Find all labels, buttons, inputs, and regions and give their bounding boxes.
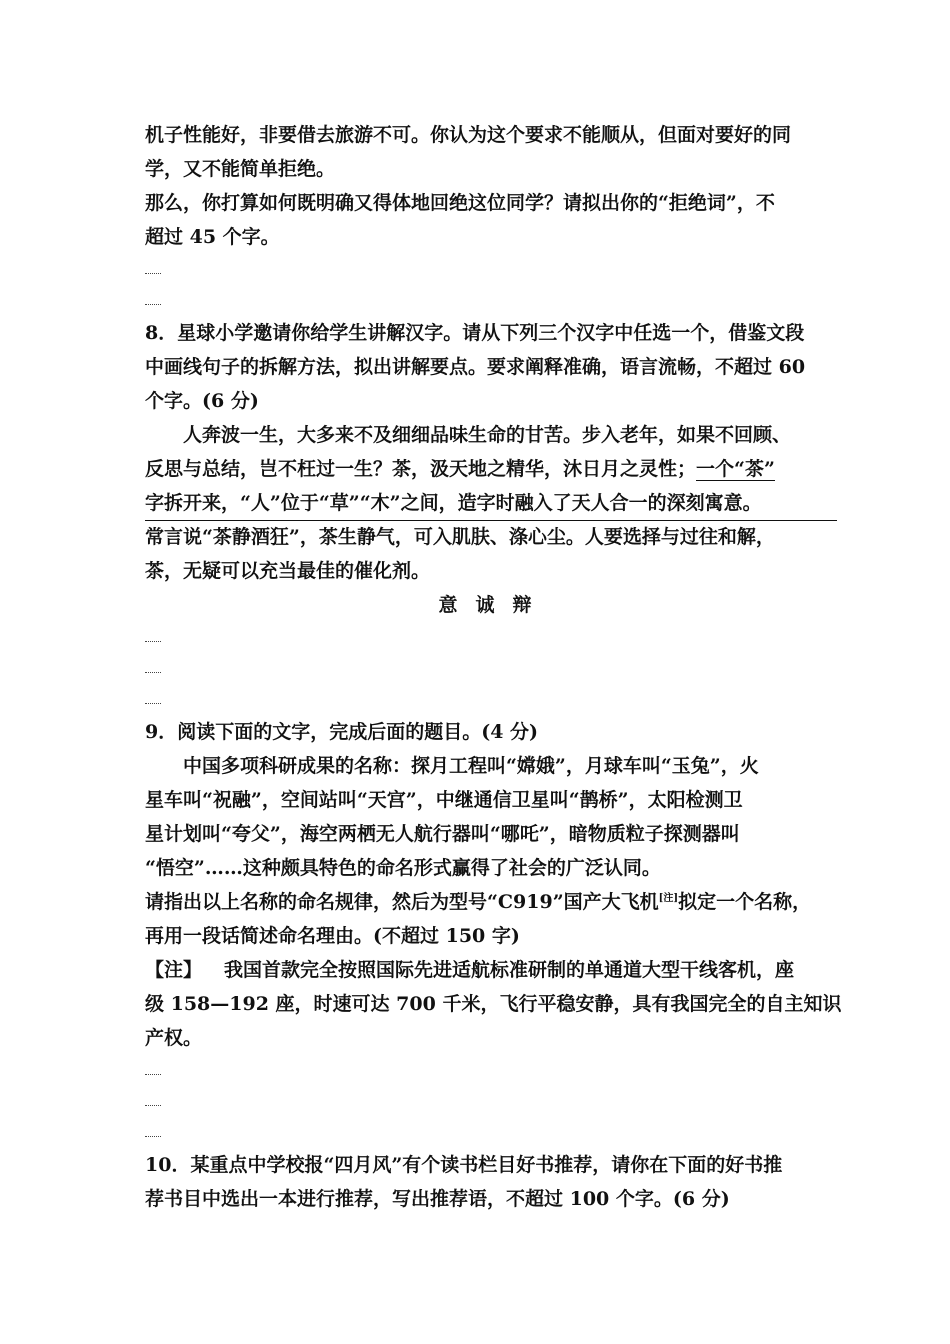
- character-options: 意诚辩: [438, 594, 550, 616]
- text-line: 荐书目中选出一本进行推荐，写出推荐语，不超过 100 个字。(6 分): [145, 1188, 730, 1210]
- note-text: 我国首款完全按照国际先进适航标准研制的单通道大型干线客机，座: [224, 959, 795, 981]
- note-line: 级 158—192 座，时速可达 700 千米，飞行平稳安静，具有我国完全的自主知识: [145, 993, 842, 1015]
- answer-line: [145, 1055, 825, 1086]
- question-9: 9．阅读下面的文字，完成后面的题目。(4 分): [145, 721, 539, 743]
- answer-line: [145, 1117, 825, 1148]
- passage-text: 反思与总结，岂不枉过一生？茶，汲天地之精华，沐日月之灵性；: [145, 458, 697, 480]
- passage-line: 星车叫“祝融”，空间站叫“天宫”，中继通信卫星叫“鹊桥”，太阳检测卫: [145, 789, 743, 811]
- answer-line: [145, 254, 825, 285]
- answer-line: [145, 653, 825, 684]
- note-line: 产权。: [145, 1027, 203, 1049]
- footnote-marker: [注]: [658, 893, 679, 904]
- underlined-sentence: 一个“茶”: [696, 458, 775, 480]
- text-span: 拟定一个名称，: [678, 891, 812, 913]
- underlined-sentence: 字拆开来，“人”位于“草”“木”之间，造字时融入了天人合一的深刻寓意。: [145, 486, 837, 521]
- text-line: 中画线句子的拆解方法，拟出讲解要点。要求阐释准确，语言流畅，不超过 60: [145, 356, 806, 378]
- answer-line: [145, 285, 825, 316]
- answer-line: [145, 622, 825, 653]
- document-page: [145, 118, 842, 1216]
- text-line: 学，又不能简单拒绝。: [145, 158, 336, 180]
- text-line: 那么，你打算如何既明确又得体地回绝这位同学？请拟出你的“拒绝词”，不: [145, 192, 775, 214]
- passage-line: [145, 486, 825, 520]
- answer-line: [145, 684, 825, 715]
- passage-line: 中国多项科研成果的名称：探月工程叫“嫦娥”，月球车叫“玉兔”，火: [183, 755, 759, 777]
- question-8: 8．星球小学邀请你给学生讲解汉字。请从下列三个汉字中任选一个，借鉴文段: [145, 322, 805, 344]
- text-line: 超过 45 个字。: [145, 226, 280, 248]
- passage-line: 常言说“茶静酒狂”，茶生静气，可入肌肤、涤心尘。人要选择与过往和解，: [145, 526, 775, 548]
- passage-line: 茶，无疑可以充当最佳的催化剂。: [145, 560, 431, 582]
- text-line: 机子性能好，非要借去旅游不可。你认为这个要求不能顺从，但面对要好的同: [145, 124, 792, 146]
- passage-line: “悟空”……这种颇具特色的命名形式赢得了社会的广泛认同。: [145, 857, 661, 879]
- text-line: 个字。(6 分): [145, 390, 259, 412]
- text-line: [145, 885, 825, 919]
- note-tag: 【注】: [145, 959, 203, 981]
- passage-line: 星计划叫“夸父”，海空两栖无人航行器叫“哪吒”，暗物质粒子探测器叫: [145, 823, 740, 845]
- note-line: [145, 953, 825, 987]
- passage-line: 人奔波一生，大多来不及细细品味生命的甘苦。步入老年，如果不回顾、: [183, 424, 792, 446]
- question-10: 10．某重点中学校报“四月风”有个读书栏目好书推荐，请你在下面的好书推: [145, 1154, 783, 1176]
- passage-line: [145, 452, 825, 486]
- answer-line: [145, 1086, 825, 1117]
- text-line: 再用一段话简述命名理由。(不超过 150 字): [145, 925, 520, 947]
- text-span: 请指出以上名称的命名规律，然后为型号“C919”国产大飞机: [145, 891, 659, 913]
